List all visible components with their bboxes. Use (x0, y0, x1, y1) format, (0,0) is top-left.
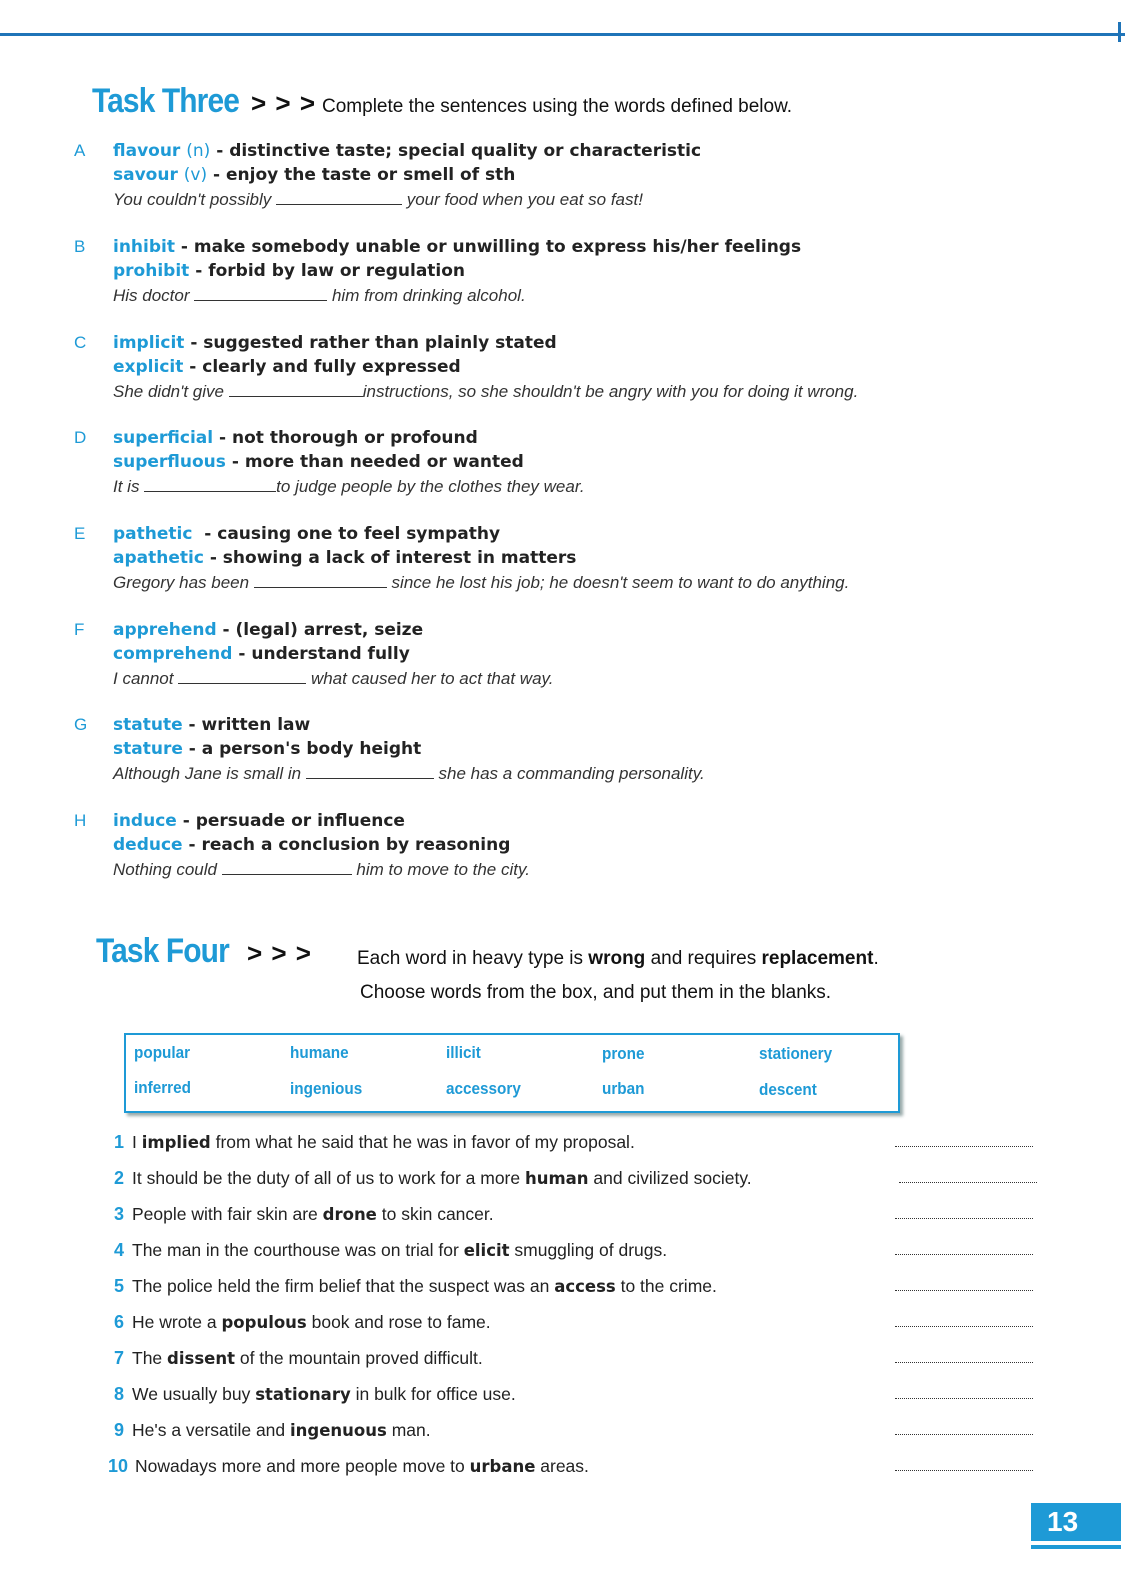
definition: - reach a conclusion by reasoning (182, 835, 511, 855)
sentence-text (132, 1420, 431, 1441)
sentence-number: 7 (113, 1348, 124, 1368)
wrong-word: elicit (463, 1241, 510, 1260)
example-before: His doctor (113, 286, 195, 305)
example-after: him from drinking alcohol. (327, 286, 526, 305)
top-rule-corner (1118, 22, 1121, 42)
definition: - a person's body height (182, 739, 422, 759)
sentence-part: of the mountain proved difficult. (234, 1348, 483, 1368)
definition-line (113, 835, 510, 855)
answer-blank[interactable] (254, 573, 387, 588)
definition-line (113, 261, 465, 281)
sentence-number: 9 (113, 1420, 124, 1440)
definition: - written law (182, 715, 311, 735)
sentence-text (135, 1456, 589, 1477)
wrong-word: human (524, 1169, 589, 1188)
definition: - (legal) arrest, seize (216, 620, 424, 640)
instr-bold: wrong (588, 948, 646, 969)
box-word: accessory (446, 1079, 521, 1098)
definition: - suggested rather than plainly stated (184, 333, 557, 353)
task-three-header (92, 82, 792, 121)
box-word: urban (602, 1079, 645, 1098)
instr-text: . (873, 948, 879, 969)
sentence-part: to skin cancer. (376, 1204, 494, 1224)
example-before: Nothing could (113, 860, 222, 879)
sentence-part: Nowadays more and more people move to (135, 1456, 470, 1476)
sentence-part: smuggling of drugs. (509, 1240, 668, 1260)
example-before: You couldn't possibly (113, 190, 276, 209)
example-sentence (113, 382, 858, 402)
task-four-instruction-2: Choose words from the box, and put them in the blanks. (360, 982, 832, 1003)
entry-letter: H (74, 811, 87, 830)
task-four-header (96, 932, 312, 971)
answer-blank[interactable] (178, 669, 306, 684)
sentence-number: 6 (113, 1312, 124, 1332)
task-three-title: Task Three (92, 82, 239, 120)
sentence-part: book and rose to fame. (306, 1312, 491, 1332)
term: prohibit (113, 261, 190, 281)
sentence-item (0, 1348, 1125, 1378)
sentence-part: in bulk for office use. (350, 1384, 516, 1404)
sentence-part: He's a versatile and (132, 1420, 291, 1440)
part-of-speech: (v) (183, 165, 208, 185)
definition: - distinctive taste; special quality or characteristic (210, 141, 702, 161)
definition: - persuade or influence (176, 811, 405, 831)
sentence-item (0, 1204, 1125, 1234)
sentence-part: We usually buy (132, 1384, 256, 1404)
instr-bold: replacement (761, 948, 874, 969)
sentence-part: I (132, 1132, 142, 1152)
answer-blank[interactable] (229, 382, 363, 397)
term: stature (113, 739, 183, 759)
entry-letter: F (74, 620, 85, 639)
example-after: instructions, so she shouldn't be angry with you for doing it wrong. (362, 382, 859, 401)
definition-line (113, 141, 701, 161)
definition-line (113, 165, 515, 185)
definition: - causing one to feel sympathy (192, 524, 501, 544)
term: superficial (113, 428, 214, 448)
box-word: descent (759, 1080, 817, 1099)
example-after: to judge people by the clothes they wear. (276, 477, 585, 496)
sentence-text (132, 1384, 516, 1405)
entry-letter: D (74, 428, 87, 447)
answer-blank[interactable] (144, 477, 276, 492)
definition-line (113, 524, 500, 544)
sentence-item (0, 1276, 1125, 1306)
wrong-word: dissent (167, 1349, 235, 1368)
sentence-text (132, 1204, 494, 1225)
answer-dotted-line[interactable] (895, 1254, 1033, 1255)
definition-line (113, 452, 524, 472)
example-sentence (113, 669, 553, 689)
definition: - understand fully (232, 644, 410, 664)
instr-text: and requires (645, 948, 762, 969)
entry-letter: G (74, 715, 88, 734)
term: flavour (113, 141, 181, 161)
sentence-item (0, 1168, 1125, 1198)
term: superfluous (113, 452, 226, 472)
definition-line (113, 428, 478, 448)
answer-dotted-line[interactable] (895, 1146, 1033, 1147)
definition-line (113, 548, 576, 568)
task-three-arrows: > > > (251, 88, 317, 118)
task-four-instruction-1 (357, 948, 879, 970)
example-sentence (113, 573, 849, 593)
sentence-number: 3 (113, 1204, 124, 1224)
answer-blank[interactable] (222, 860, 352, 875)
sentence-item (0, 1456, 1125, 1486)
box-word: inferred (134, 1078, 191, 1097)
entry-letter: B (74, 237, 86, 256)
definition-line (113, 644, 410, 664)
box-word: ingenious (290, 1079, 363, 1098)
definition: - forbid by law or regulation (189, 261, 466, 281)
part-of-speech: (n) (186, 141, 211, 161)
example-sentence (113, 286, 526, 306)
sentence-part: and civilized society. (588, 1168, 752, 1188)
term: apathetic (113, 548, 204, 568)
entry-letter: E (74, 524, 86, 543)
definition: - not thorough or profound (213, 428, 478, 448)
entry-letter: C (74, 333, 87, 352)
definition-line (113, 811, 405, 831)
task-four-title: Task Four (96, 932, 229, 970)
term: savour (113, 165, 178, 185)
term: comprehend (113, 644, 233, 664)
example-sentence (113, 764, 705, 784)
sentence-part: The man in the courthouse was on trial for (132, 1240, 464, 1260)
example-before: Although Jane is small in (113, 764, 306, 783)
sentence-number: 8 (113, 1384, 124, 1404)
sentence-part: The police held the firm belief that the suspect was an (132, 1276, 555, 1296)
answer-dotted-line[interactable] (895, 1362, 1033, 1363)
example-after: what caused her to act that way. (306, 669, 554, 688)
term: inhibit (113, 237, 175, 257)
box-word: humane (290, 1043, 349, 1062)
sentence-number: 1 (113, 1132, 124, 1152)
sentence-number: 2 (113, 1168, 124, 1188)
term: apprehend (113, 620, 217, 640)
wrong-word: populous (221, 1313, 307, 1332)
definition-line (113, 357, 461, 377)
definition-line (113, 237, 801, 257)
answer-dotted-line[interactable] (899, 1182, 1037, 1183)
answer-blank[interactable] (276, 190, 402, 205)
definition-line (113, 620, 423, 640)
example-before: It is (113, 477, 145, 496)
task-three-instruction: Complete the sentences using the words defined below. (322, 96, 793, 117)
box-word: illicit (446, 1043, 481, 1062)
wrong-word: stationary (255, 1385, 351, 1404)
example-before: She didn't give (113, 382, 229, 401)
sentence-item (0, 1132, 1125, 1162)
sentence-item (0, 1420, 1125, 1450)
answer-dotted-line[interactable] (895, 1470, 1033, 1471)
sentence-item (0, 1384, 1125, 1414)
term: deduce (113, 835, 183, 855)
wrong-word: implied (141, 1133, 211, 1152)
definition: - showing a lack of interest in matters (203, 548, 577, 568)
example-sentence (113, 190, 643, 210)
wrong-word: access (554, 1277, 616, 1296)
definition-line (113, 739, 421, 759)
definition: - clearly and fully expressed (183, 357, 461, 377)
instr-text: Each word in heavy type is (357, 948, 589, 969)
answer-dotted-line[interactable] (895, 1398, 1033, 1399)
page-number-underline (1031, 1545, 1121, 1549)
answer-dotted-line[interactable] (895, 1326, 1033, 1327)
sentence-number: 4 (113, 1240, 124, 1260)
box-word: prone (602, 1044, 645, 1063)
box-word: stationery (759, 1044, 833, 1063)
term: pathetic (113, 524, 193, 544)
sentence-text (132, 1240, 667, 1261)
sentence-part: from what he said that he was in favor of my proposal. (210, 1132, 635, 1152)
definition: - more than needed or wanted (225, 452, 524, 472)
sentence-part: to the crime. (615, 1276, 717, 1296)
sentence-text (132, 1168, 752, 1189)
answer-dotted-line[interactable] (895, 1434, 1033, 1435)
example-before: Gregory has been (113, 573, 254, 592)
example-after: him to move to the city. (351, 860, 530, 879)
sentence-number: 10 (107, 1456, 128, 1476)
sentence-text (132, 1348, 483, 1369)
example-before: I cannot (113, 669, 179, 688)
definition: - make somebody unable or unwilling to express his/her feelings (174, 237, 802, 257)
top-rule (0, 33, 1125, 36)
sentence-text (132, 1312, 491, 1333)
definition: - enjoy the taste or smell of sth (213, 165, 516, 185)
sentence-part: The (132, 1348, 168, 1368)
box-word: popular (134, 1043, 191, 1062)
sentence-item (0, 1312, 1125, 1342)
wrong-word: ingenuous (290, 1421, 387, 1440)
task-four-arrows: > > > (246, 938, 312, 968)
definition-line (113, 715, 310, 735)
term: statute (113, 715, 183, 735)
sentence-item (0, 1240, 1125, 1270)
page-number: 13 (1031, 1503, 1121, 1541)
word-box (124, 1033, 900, 1113)
answer-dotted-line[interactable] (895, 1218, 1033, 1219)
example-after: she has a commanding personality. (433, 764, 705, 783)
sentence-part: areas. (535, 1456, 589, 1476)
sentence-part: People with fair skin are (132, 1204, 323, 1224)
wrong-word: urbane (469, 1457, 536, 1476)
sentence-part: He wrote a (132, 1312, 222, 1332)
term: explicit (113, 357, 184, 377)
example-after: your food when you eat so fast! (401, 190, 643, 209)
term: induce (113, 811, 177, 831)
answer-blank[interactable] (306, 764, 434, 779)
wrong-word: drone (322, 1205, 377, 1224)
definition-line (113, 333, 557, 353)
example-sentence (113, 477, 585, 497)
entry-letter: A (74, 141, 86, 160)
example-after: since he lost his job; he doesn't seem to want to do anything. (386, 573, 850, 592)
sentence-text (132, 1276, 717, 1297)
sentence-part: It should be the duty of all of us to work for a more (132, 1168, 525, 1188)
sentence-part: man. (386, 1420, 431, 1440)
sentence-text (132, 1132, 635, 1153)
answer-blank[interactable] (194, 286, 327, 301)
example-sentence (113, 860, 530, 880)
term: implicit (113, 333, 185, 353)
sentence-number: 5 (113, 1276, 124, 1296)
answer-dotted-line[interactable] (895, 1290, 1033, 1291)
